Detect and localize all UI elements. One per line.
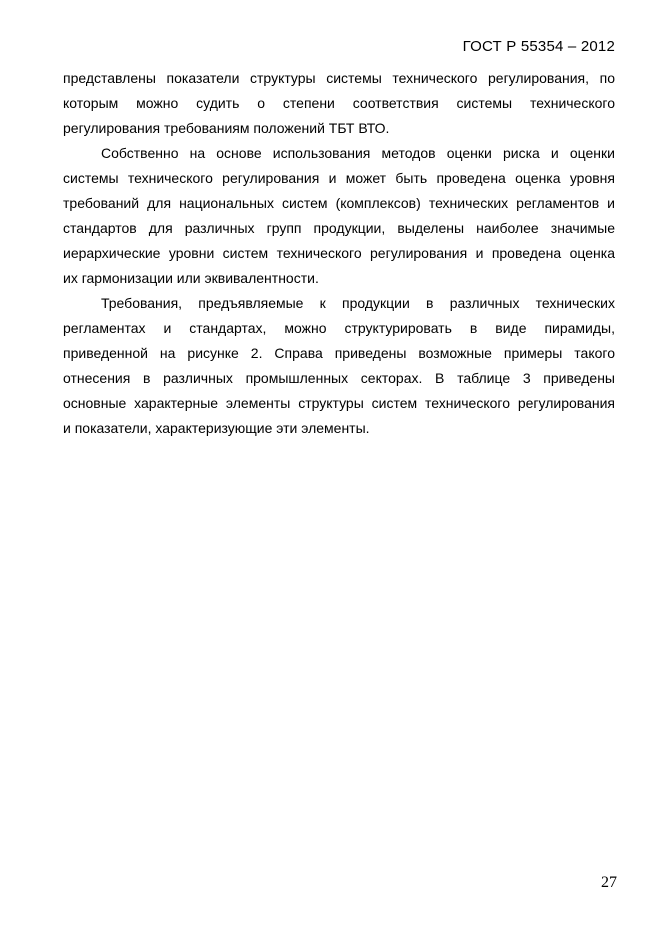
text-line: которым можно судить о степени соответствия системы технического — [63, 95, 615, 111]
text-line: отнесения в различных промышленных секторах. В таблице 3 приведены — [63, 370, 615, 386]
text-line: основные характерные элементы структуры систем технического регулирования — [63, 395, 615, 411]
text-line: приведенной на рисунке 2. Справа приведены возможные примеры такого — [63, 345, 615, 361]
text-line: иерархические уровни систем технического регулирования и проведена оценка — [63, 245, 615, 261]
text-line: регулирования требованиям положений ТБТ ВТО. — [63, 120, 390, 136]
text-line: системы технического регулирования и может быть проведена оценка уровня — [63, 170, 615, 186]
text-line: и показатели, характеризующие эти элементы. — [63, 420, 370, 436]
page-number: 27 — [601, 874, 617, 891]
text-line: регламентах и стандартах, можно структурировать в виде пирамиды, — [63, 320, 615, 336]
document-body — [63, 66, 615, 441]
page-header: ГОСТ Р 55354 – 2012 — [462, 38, 615, 55]
paragraph — [63, 66, 615, 141]
paragraph — [63, 291, 615, 441]
text-line: Требования, предъявляемые к продукции в различных технических — [101, 295, 615, 311]
text-line: их гармонизации или эквивалентности. — [63, 270, 319, 286]
text-line: представлены показатели структуры системы технического регулирования, по — [63, 70, 615, 86]
paragraph — [63, 141, 615, 291]
text-line: требований для национальных систем (комплексов) технических регламентов и — [63, 195, 615, 211]
text-line: Собственно на основе использования методов оценки риска и оценки — [101, 145, 615, 161]
text-line: стандартов для различных групп продукции, выделены наиболее значимые — [63, 220, 615, 236]
